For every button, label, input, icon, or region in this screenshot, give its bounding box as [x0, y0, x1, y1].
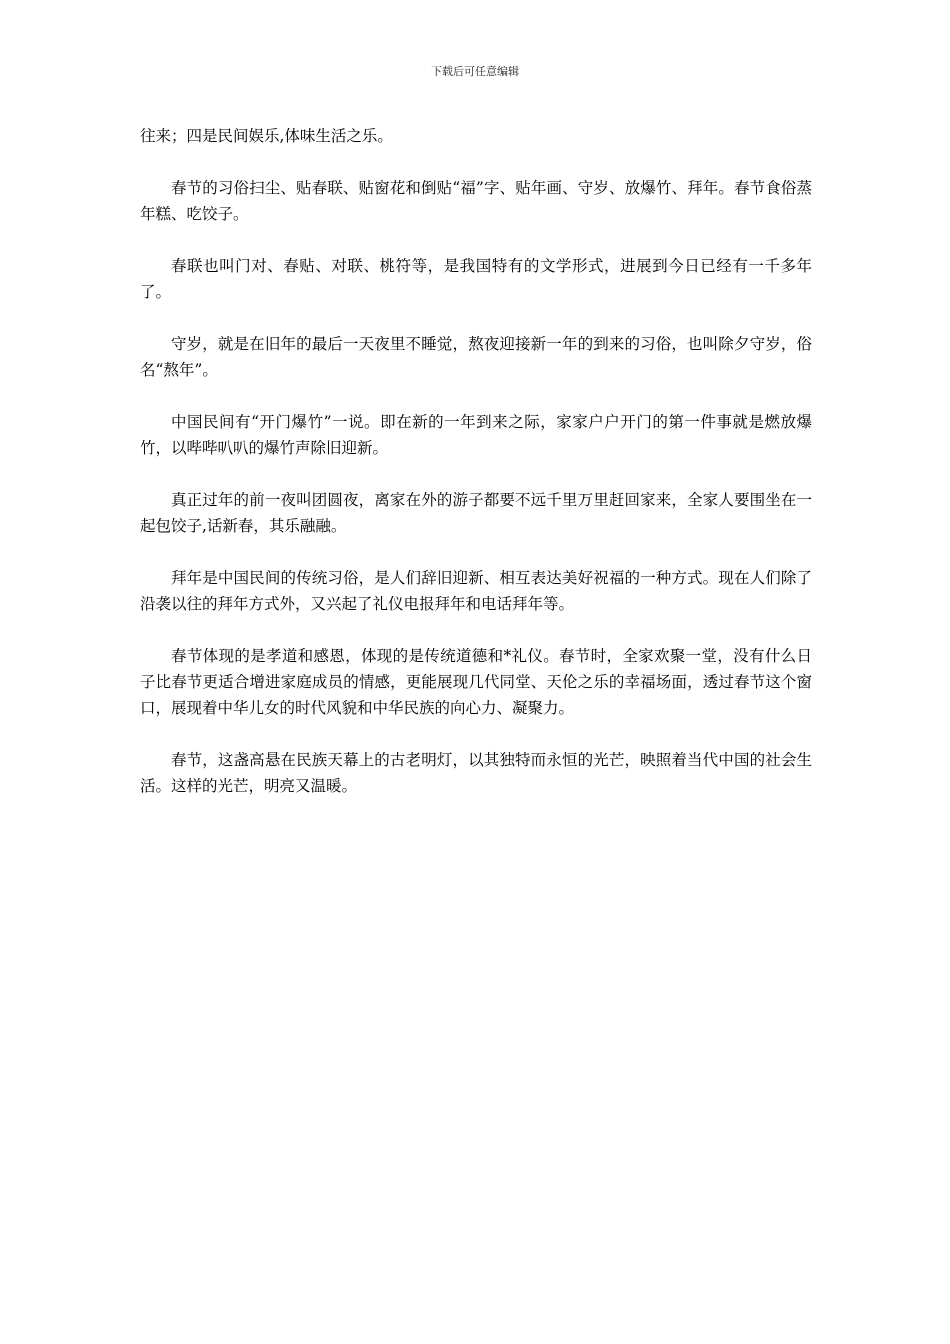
document-body [140, 123, 812, 825]
paragraph-filial-piety: 春节体现的是孝道和感恩，体现的是传统道德和*礼仪。春节时，全家欢聚一堂，没有什么日子比春节更适合增进家庭成员的情感，更能展现几代同堂、天伦之乐的幸福场面，透过春节这个窗口，展现着中华儿女的时代风貌和中华民族的向心力、凝聚力。 [140, 647, 812, 717]
paragraph-couplets: 春联也叫门对、春贴、对联、桃符等，是我国特有的文学形式，进展到今日已经有一千多年了。 [140, 257, 812, 301]
paragraph-firecrackers: 中国民间有“开门爆竹”一说。即在新的一年到来之际，家家户户开门的第一件事就是燃放爆竹，以哔哔叭叭的爆竹声除旧迎新。 [140, 413, 812, 457]
paragraph-reunion-eve: 真正过年的前一夜叫团圆夜，离家在外的游子都要不远千里万里赶回家来，全家人要围坐在一起包饺子,话新春，其乐融融。 [140, 491, 812, 535]
paragraph-closing: 春节，这盏高悬在民族天幕上的古老明灯，以其独特而永恒的光芒，映照着当代中国的社会生活。这样的光芒，明亮又温暖。 [140, 751, 812, 795]
paragraph-continuation: 往来；四是民间娱乐,体味生活之乐。 [140, 127, 393, 145]
paragraph-customs: 春节的习俗扫尘、贴春联、贴窗花和倒贴“福”字、贴年画、守岁、放爆竹、拜年。春节食俗蒸年糕、吃饺子。 [140, 179, 812, 223]
paragraph-shousui: 守岁，就是在旧年的最后一天夜里不睡觉，熬夜迎接新一年的到来的习俗，也叫除夕守岁，俗名“熬年”。 [140, 335, 812, 379]
page-header-note: 下载后可任意编辑 [431, 65, 519, 78]
paragraph-new-year-greetings: 拜年是中国民间的传统习俗，是人们辞旧迎新、相互表达美好祝福的一种方式。现在人们除了沿袭以往的拜年方式外，又兴起了礼仪电报拜年和电话拜年等。 [140, 569, 812, 613]
